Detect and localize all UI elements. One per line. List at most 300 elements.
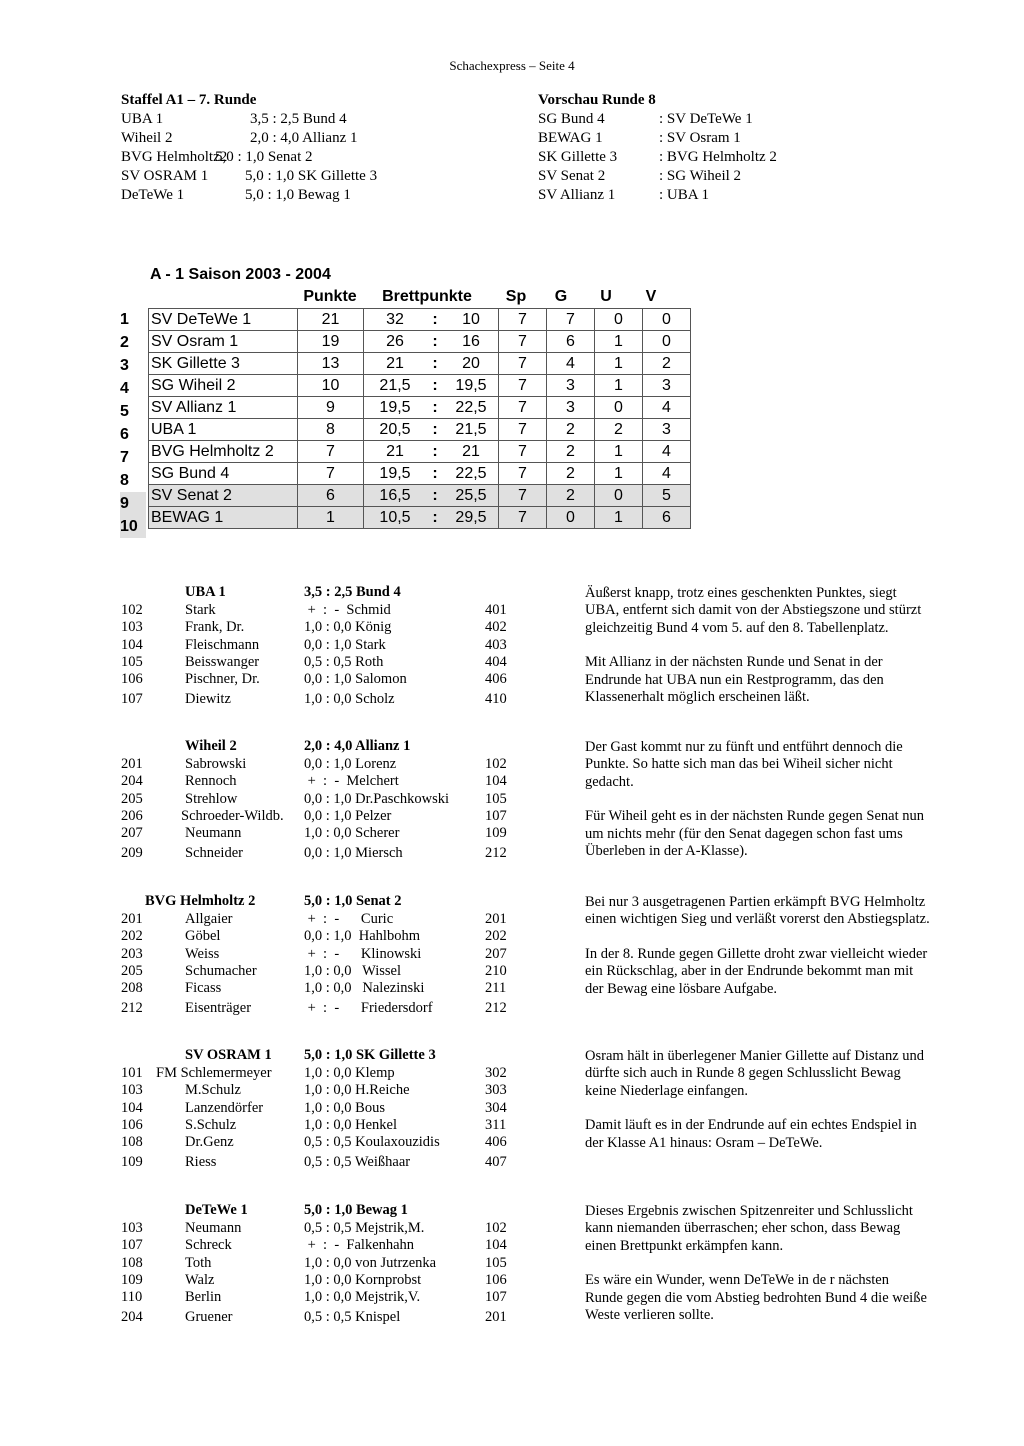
games-played: 7	[499, 397, 547, 419]
match-home-team: DeTeWe 1	[185, 1202, 248, 1218]
games-drawn: 1	[595, 331, 643, 353]
board-result-opponent: + : - Curic	[304, 911, 394, 927]
games-drawn: 1	[595, 507, 643, 529]
board-home-player: Dr.Genz	[185, 1134, 234, 1151]
games-played: 7	[499, 441, 547, 463]
board-away-number: 212	[485, 844, 507, 861]
board-home-player: Strehlow	[185, 790, 238, 807]
board-away-number: 201	[485, 1308, 507, 1325]
team-name: SV DeTeWe 1	[149, 309, 298, 331]
board-home-number: 105	[121, 653, 143, 670]
board-away-number: 406	[485, 671, 507, 688]
board-home-number: 201	[121, 911, 143, 927]
board-points-against: 22,5	[444, 397, 499, 419]
match-comment-line: Bei nur 3 ausgetragenen Partien erkämpft BVG Helmholtz	[585, 894, 926, 910]
table-row	[149, 331, 691, 353]
board-home-number: 108	[121, 1254, 143, 1271]
board-home-player: Lanzendörfer	[185, 1099, 264, 1116]
preview-home: SV Allianz 1	[538, 187, 616, 203]
games-lost: 3	[643, 375, 691, 397]
board-home-number: 208	[121, 980, 143, 997]
board-row	[0, 773, 580, 790]
match-comment-line: UBA, entfernt sich damit von der Abstiegszone und stürzt	[585, 602, 922, 619]
games-played: 7	[499, 463, 547, 485]
board-points-for: 21,5	[364, 375, 427, 397]
games-drawn: 1	[595, 353, 643, 375]
round-result-team: UBA 1	[121, 111, 164, 127]
standings-rank: 8	[120, 472, 129, 489]
board-home-number: 107	[121, 690, 143, 707]
col-header-punkte: Punkte	[303, 288, 357, 305]
board-away-number: 106	[485, 1271, 507, 1288]
board-away-number: 311	[485, 1116, 507, 1133]
board-home-number: 207	[121, 825, 143, 842]
board-row	[0, 1289, 580, 1306]
games-lost: 2	[643, 353, 691, 375]
board-away-number: 407	[485, 1153, 507, 1170]
games-won: 3	[547, 375, 595, 397]
preview-away: : SV Osram 1	[659, 130, 741, 146]
board-result-opponent: 0,0 : 1,0 Hahlbohm	[304, 928, 420, 945]
round-result-team: SV OSRAM 1	[121, 168, 209, 184]
games-lost: 0	[643, 331, 691, 353]
team-name: UBA 1	[149, 419, 298, 441]
standings-rank: 7	[120, 449, 129, 466]
standings-rank: 4	[120, 380, 129, 397]
match-comment-line: Damit läuft es in der Endrunde auf ein echtes Endspiel in	[585, 1117, 917, 1134]
games-drawn: 1	[595, 441, 643, 463]
board-home-player: Diewitz	[185, 690, 231, 707]
board-result-opponent: 0,5 : 0,5 Weißhaar	[304, 1153, 411, 1170]
board-away-number: 304	[485, 1099, 507, 1116]
board-home-player: Pischner, Dr.	[185, 671, 260, 688]
board-home-number: 203	[121, 945, 143, 962]
team-points: 7	[298, 441, 364, 463]
board-row	[0, 928, 580, 945]
match-home-team: UBA 1	[185, 584, 226, 600]
preview-away: : SV DeTeWe 1	[659, 111, 753, 127]
preview-home: SG Bund 4	[538, 111, 605, 127]
board-away-number: 402	[485, 619, 507, 636]
board-away-number: 104	[485, 1237, 507, 1254]
games-won: 7	[547, 309, 595, 331]
games-drawn: 0	[595, 485, 643, 507]
board-row	[0, 637, 580, 654]
board-points-for: 19,5	[364, 463, 427, 485]
board-result-opponent: 0,0 : 1,0 Miersch	[304, 844, 403, 861]
board-home-player: Walz	[185, 1271, 215, 1288]
games-won: 3	[547, 397, 595, 419]
match-comment-line: Klassenerhalt möglich erscheinen läßt.	[585, 688, 810, 705]
board-points-against: 22,5	[444, 463, 499, 485]
games-played: 7	[499, 309, 547, 331]
board-home-player: Stark	[185, 602, 216, 618]
games-won: 2	[547, 463, 595, 485]
board-home-player: Schneider	[185, 844, 243, 861]
board-points-for: 20,5	[364, 419, 427, 441]
board-row	[0, 1134, 580, 1151]
col-header-u: U	[600, 288, 612, 305]
board-away-number: 107	[485, 807, 507, 824]
match-home-team: Wiheil 2	[185, 738, 237, 754]
match-comment-line: Punkte. So hatte sich man das bei Wiheil sicher nicht	[585, 756, 893, 773]
board-result-opponent: 1,0 : 0,0 Henkel	[304, 1116, 398, 1133]
standings-rank: 3	[120, 357, 129, 374]
board-row	[0, 946, 580, 963]
board-points-against: 21	[444, 441, 499, 463]
games-lost: 4	[643, 441, 691, 463]
board-row	[0, 845, 580, 862]
board-home-number: 109	[121, 1153, 143, 1170]
board-result-opponent: + : - Falkenhahn	[304, 1237, 415, 1254]
team-name: SV Osram 1	[149, 331, 298, 353]
match-comment-line: In der 8. Runde gegen Gillette droht zwar vielleicht wieder	[585, 945, 928, 962]
board-home-player: Neumann	[185, 1220, 242, 1236]
round-result-score: 5,0 : 1,0 Senat 2	[215, 149, 313, 165]
board-points-against: 16	[444, 331, 499, 353]
board-points-for: 21	[364, 353, 427, 375]
board-row	[0, 602, 580, 619]
board-row	[0, 980, 580, 997]
board-result-opponent: 0,5 : 0,5 Knispel	[304, 1308, 401, 1325]
table-row	[149, 375, 691, 397]
board-points-against: 19,5	[444, 375, 499, 397]
board-home-number: 110	[121, 1289, 143, 1306]
board-home-player: Sabrowski	[185, 756, 247, 772]
board-points-separator: :	[426, 485, 444, 507]
board-home-number: 205	[121, 790, 143, 807]
board-points-separator: :	[426, 397, 444, 419]
board-home-number: 209	[121, 844, 143, 861]
board-points-for: 26	[364, 331, 427, 353]
preview-title: Vorschau Runde 8	[538, 92, 656, 108]
board-row	[0, 1309, 580, 1326]
table-row	[149, 353, 691, 375]
games-won: 0	[547, 507, 595, 529]
games-lost: 6	[643, 507, 691, 529]
games-drawn: 1	[595, 463, 643, 485]
round-result-team: BVG Helmholtz2	[121, 149, 228, 165]
match-comment-line: gleichzeitig Bund 4 vom 5. auf den 8. Tabellenplatz.	[585, 619, 889, 636]
match-result: 5,0 : 1,0 Senat 2	[304, 893, 402, 909]
board-home-number: 106	[121, 1116, 143, 1133]
preview-home: BEWAG 1	[538, 130, 603, 146]
board-points-for: 16,5	[364, 485, 427, 507]
board-home-player: S.Schulz	[185, 1116, 237, 1133]
board-row	[0, 1082, 580, 1099]
board-points-separator: :	[426, 419, 444, 441]
col-header-brettpunkte: Brettpunkte	[382, 288, 472, 305]
board-result-opponent: + : - Schmid	[304, 602, 391, 618]
board-away-number: 109	[485, 825, 507, 842]
board-home-number: 109	[121, 1271, 143, 1288]
team-points: 19	[298, 331, 364, 353]
preview-away: : BVG Helmholtz 2	[659, 149, 777, 165]
match-result: 3,5 : 2,5 Bund 4	[304, 584, 401, 600]
board-points-for: 32	[364, 309, 427, 331]
board-home-player: Allgaier	[185, 911, 233, 927]
board-result-opponent: 1,0 : 0,0 Nalezinski	[304, 980, 425, 997]
team-points: 7	[298, 463, 364, 485]
games-lost: 3	[643, 419, 691, 441]
match-home-team: SV OSRAM 1	[185, 1047, 272, 1063]
board-away-number: 202	[485, 928, 507, 945]
games-played: 7	[499, 331, 547, 353]
team-name: SV Allianz 1	[149, 397, 298, 419]
board-row	[0, 1100, 580, 1117]
board-points-against: 29,5	[444, 507, 499, 529]
board-result-opponent: 1,0 : 0,0 Bous	[304, 1099, 385, 1116]
games-drawn: 0	[595, 397, 643, 419]
round-result-score: 5,0 : 1,0 Bewag 1	[245, 187, 351, 203]
round-results-title: Staffel A1 – 7. Runde	[121, 92, 257, 108]
board-row	[0, 1272, 580, 1289]
team-points: 13	[298, 353, 364, 375]
table-row	[149, 485, 691, 507]
games-won: 4	[547, 353, 595, 375]
games-played: 7	[499, 419, 547, 441]
board-points-against: 20	[444, 353, 499, 375]
board-home-number: 106	[121, 671, 143, 688]
match-comment-line: keine Niederlage einfangen.	[585, 1082, 749, 1099]
board-home-player: Ficass	[185, 980, 222, 997]
board-row	[0, 911, 580, 928]
standings-table	[148, 308, 691, 529]
board-away-number: 303	[485, 1082, 507, 1099]
board-result-opponent: 1,0 : 0,0 Klemp	[304, 1065, 395, 1081]
page-header: Schachexpress – Seite 4	[449, 58, 575, 73]
match-result: 5,0 : 1,0 Bewag 1	[304, 1202, 408, 1218]
board-points-separator: :	[426, 441, 444, 463]
board-result-opponent: + : - Klinowski	[304, 945, 422, 962]
board-points-against: 10	[444, 309, 499, 331]
board-away-number: 210	[485, 962, 507, 979]
board-result-opponent: 0,0 : 1,0 Stark	[304, 636, 386, 653]
standings-rank: 10	[120, 515, 146, 538]
col-header-v: V	[645, 288, 657, 305]
board-row	[0, 1220, 580, 1237]
match-comment-line: Der Gast kommt nur zu fünft und entführt dennoch die	[585, 739, 903, 755]
board-away-number: 404	[485, 653, 507, 670]
games-lost: 4	[643, 397, 691, 419]
board-points-for: 21	[364, 441, 427, 463]
board-result-opponent: 1,0 : 0,0 Scherer	[304, 825, 400, 842]
board-home-player: Neumann	[185, 825, 242, 842]
round-result-team: DeTeWe 1	[121, 187, 185, 203]
match-result: 2,0 : 4,0 Allianz 1	[304, 738, 411, 754]
match-comment-line: kann niemanden überraschen; eher schon, dass Bewag	[585, 1220, 901, 1237]
table-row	[149, 463, 691, 485]
board-points-for: 19,5	[364, 397, 427, 419]
team-points: 1	[298, 507, 364, 529]
board-result-opponent: 0,0 : 1,0 Pelzer	[304, 807, 392, 824]
board-away-number: 104	[485, 773, 507, 790]
games-lost: 4	[643, 463, 691, 485]
board-home-player: Schreck	[185, 1237, 232, 1254]
match-comment-line: Osram hält in überlegener Manier Gillette auf Distanz und	[585, 1048, 925, 1064]
board-away-number: 105	[485, 1254, 507, 1271]
match-comment-line: einen wichtigen Sieg und verläßt vorerst den Abstiegsplatz.	[585, 911, 930, 928]
board-points-separator: :	[426, 331, 444, 353]
round-result-score: 5,0 : 1,0 SK Gillette 3	[245, 168, 378, 184]
team-name: SK Gillette 3	[149, 353, 298, 375]
board-row	[0, 756, 580, 773]
match-comment-line: ein Rückschlag, aber in der Endrunde bekommt man mit	[585, 963, 914, 980]
match-result: 5,0 : 1,0 SK Gillette 3	[304, 1047, 436, 1063]
team-points: 10	[298, 375, 364, 397]
preview-home: SK Gillette 3	[538, 149, 618, 165]
match-comment-line: Runde gegen die vom Abstieg bedrohten Bund 4 die weiße	[585, 1289, 927, 1306]
match-comment-line: Endrunde hat UBA nun ein Restprogramm, das den	[585, 671, 884, 688]
board-home-player: Weiss	[185, 945, 220, 962]
board-home-player: Frank, Dr.	[185, 619, 245, 636]
team-name: SG Wiheil 2	[149, 375, 298, 397]
board-result-opponent: + : - Friedersdorf	[304, 999, 433, 1016]
games-played: 7	[499, 485, 547, 507]
match-comment-line: der Klasse A1 hinaus: Osram – DeTeWe.	[585, 1134, 823, 1151]
table-row	[149, 309, 691, 331]
board-away-number: 211	[485, 980, 507, 997]
board-row	[0, 671, 580, 688]
board-row	[0, 963, 580, 980]
board-result-opponent: 0,5 : 0,5 Mejstrik,M.	[304, 1220, 425, 1236]
games-lost: 0	[643, 309, 691, 331]
team-name: SV Senat 2	[149, 485, 298, 507]
board-home-number: 204	[121, 1308, 143, 1325]
board-result-opponent: + : - Melchert	[304, 773, 399, 790]
board-home-player: Rennoch	[185, 773, 237, 790]
board-home-number: 101	[121, 1065, 143, 1081]
board-away-number: 302	[485, 1065, 507, 1081]
board-home-number: 206	[121, 807, 143, 824]
board-result-opponent: 1,0 : 0,0 von Jutrzenka	[304, 1254, 437, 1271]
board-points-separator: :	[426, 353, 444, 375]
standings-rank: 1	[120, 311, 129, 328]
board-home-player: Berlin	[185, 1289, 222, 1306]
board-row	[0, 825, 580, 842]
team-points: 21	[298, 309, 364, 331]
preview-away: : UBA 1	[659, 187, 710, 203]
games-drawn: 1	[595, 375, 643, 397]
match-home-team: BVG Helmholtz 2	[145, 893, 256, 909]
board-away-number: 212	[485, 999, 507, 1016]
board-away-number: 107	[485, 1289, 507, 1306]
team-points: 8	[298, 419, 364, 441]
match-comment-line: Dieses Ergebnis zwischen Spitzenreiter und Schlusslicht	[585, 1203, 913, 1219]
board-points-against: 21,5	[444, 419, 499, 441]
match-comment-line: Mit Allianz in der nächsten Runde und Senat in der	[585, 654, 883, 671]
board-away-number: 102	[485, 1220, 507, 1236]
games-won: 2	[547, 419, 595, 441]
games-played: 7	[499, 375, 547, 397]
board-row	[0, 1000, 580, 1017]
board-home-player: Fleischmann	[185, 636, 260, 653]
board-result-opponent: 1,0 : 0,0 Mejstrik,V.	[304, 1289, 421, 1306]
board-home-number: 107	[121, 1237, 143, 1254]
board-points-separator: :	[426, 463, 444, 485]
board-result-opponent: 0,5 : 0,5 Koulaxouzidis	[304, 1134, 440, 1151]
board-row	[0, 1154, 580, 1171]
match-comment-line: der Bewag eine lösbare Aufgabe.	[585, 980, 778, 997]
board-row	[0, 808, 580, 825]
board-result-opponent: 0,0 : 1,0 Salomon	[304, 671, 407, 688]
board-away-number: 410	[485, 690, 507, 707]
board-away-number: 403	[485, 636, 507, 653]
board-away-number: 401	[485, 602, 507, 618]
board-result-opponent: 0,0 : 1,0 Dr.Paschkowski	[304, 790, 449, 807]
board-away-number: 102	[485, 756, 507, 772]
board-points-separator: :	[426, 309, 444, 331]
match-comment-line: gedacht.	[585, 773, 634, 790]
board-home-player: Riess	[185, 1153, 217, 1170]
board-home-player: Gruener	[185, 1308, 233, 1325]
match-comment-line: Es wäre ein Wunder, wenn DeTeWe in de r nächsten	[585, 1272, 889, 1289]
games-won: 6	[547, 331, 595, 353]
round-result-score: 3,5 : 2,5 Bund 4	[250, 111, 347, 127]
board-home-number: 201	[121, 756, 143, 772]
board-home-number: 103	[121, 619, 143, 636]
games-drawn: 0	[595, 309, 643, 331]
board-home-player: Schroeder-Wildb.	[181, 807, 284, 824]
board-row	[0, 1255, 580, 1272]
team-points: 9	[298, 397, 364, 419]
board-home-player: M.Schulz	[185, 1082, 241, 1099]
round-result-score: 2,0 : 4,0 Allianz 1	[250, 130, 358, 146]
standings-rank: 6	[120, 426, 129, 443]
match-comment-line: Überleben in der A-Klasse).	[585, 842, 748, 859]
board-home-number: 103	[121, 1082, 143, 1099]
col-header-sp: Sp	[505, 288, 527, 305]
board-row	[0, 1237, 580, 1254]
preview-home: SV Senat 2	[538, 168, 606, 184]
board-points-separator: :	[426, 507, 444, 529]
board-row	[0, 691, 580, 708]
board-result-opponent: 1,0 : 0,0 H.Reiche	[304, 1082, 410, 1099]
board-home-number: 104	[121, 1099, 143, 1116]
preview-away: : SG Wiheil 2	[659, 168, 742, 184]
table-row	[149, 397, 691, 419]
games-played: 7	[499, 353, 547, 375]
board-home-number: 108	[121, 1134, 143, 1151]
games-played: 7	[499, 507, 547, 529]
board-points-against: 25,5	[444, 485, 499, 507]
match-comment-line: dürfte sich auch in Runde 8 gegen Schlusslicht Bewag	[585, 1065, 901, 1082]
board-home-number: 103	[121, 1220, 143, 1236]
board-away-number: 207	[485, 945, 507, 962]
match-comment-line: um nichts mehr (für den Senat dagegen schon fast ums	[585, 825, 903, 842]
board-row	[0, 791, 580, 808]
board-result-opponent: 0,0 : 1,0 Lorenz	[304, 756, 397, 772]
table-row	[149, 419, 691, 441]
team-points: 6	[298, 485, 364, 507]
board-result-opponent: 0,5 : 0,5 Roth	[304, 653, 384, 670]
board-home-number: 102	[121, 602, 143, 618]
round-result-team: Wiheil 2	[121, 130, 173, 146]
board-result-opponent: 1,0 : 0,0 Wissel	[304, 962, 402, 979]
board-away-number: 201	[485, 911, 507, 927]
board-home-player: Schumacher	[185, 962, 257, 979]
team-name: SG Bund 4	[149, 463, 298, 485]
match-comment-line: Für Wiheil geht es in der nächsten Runde gegen Senat nun	[585, 808, 925, 825]
board-away-number: 105	[485, 790, 507, 807]
standings-rank: 5	[120, 403, 129, 420]
standings-rank: 2	[120, 334, 129, 351]
team-name: BVG Helmholtz 2	[149, 441, 298, 463]
team-name: BEWAG 1	[149, 507, 298, 529]
board-home-player: Toth	[185, 1254, 212, 1271]
standings-rank: 9	[120, 492, 146, 515]
board-row	[0, 654, 580, 671]
